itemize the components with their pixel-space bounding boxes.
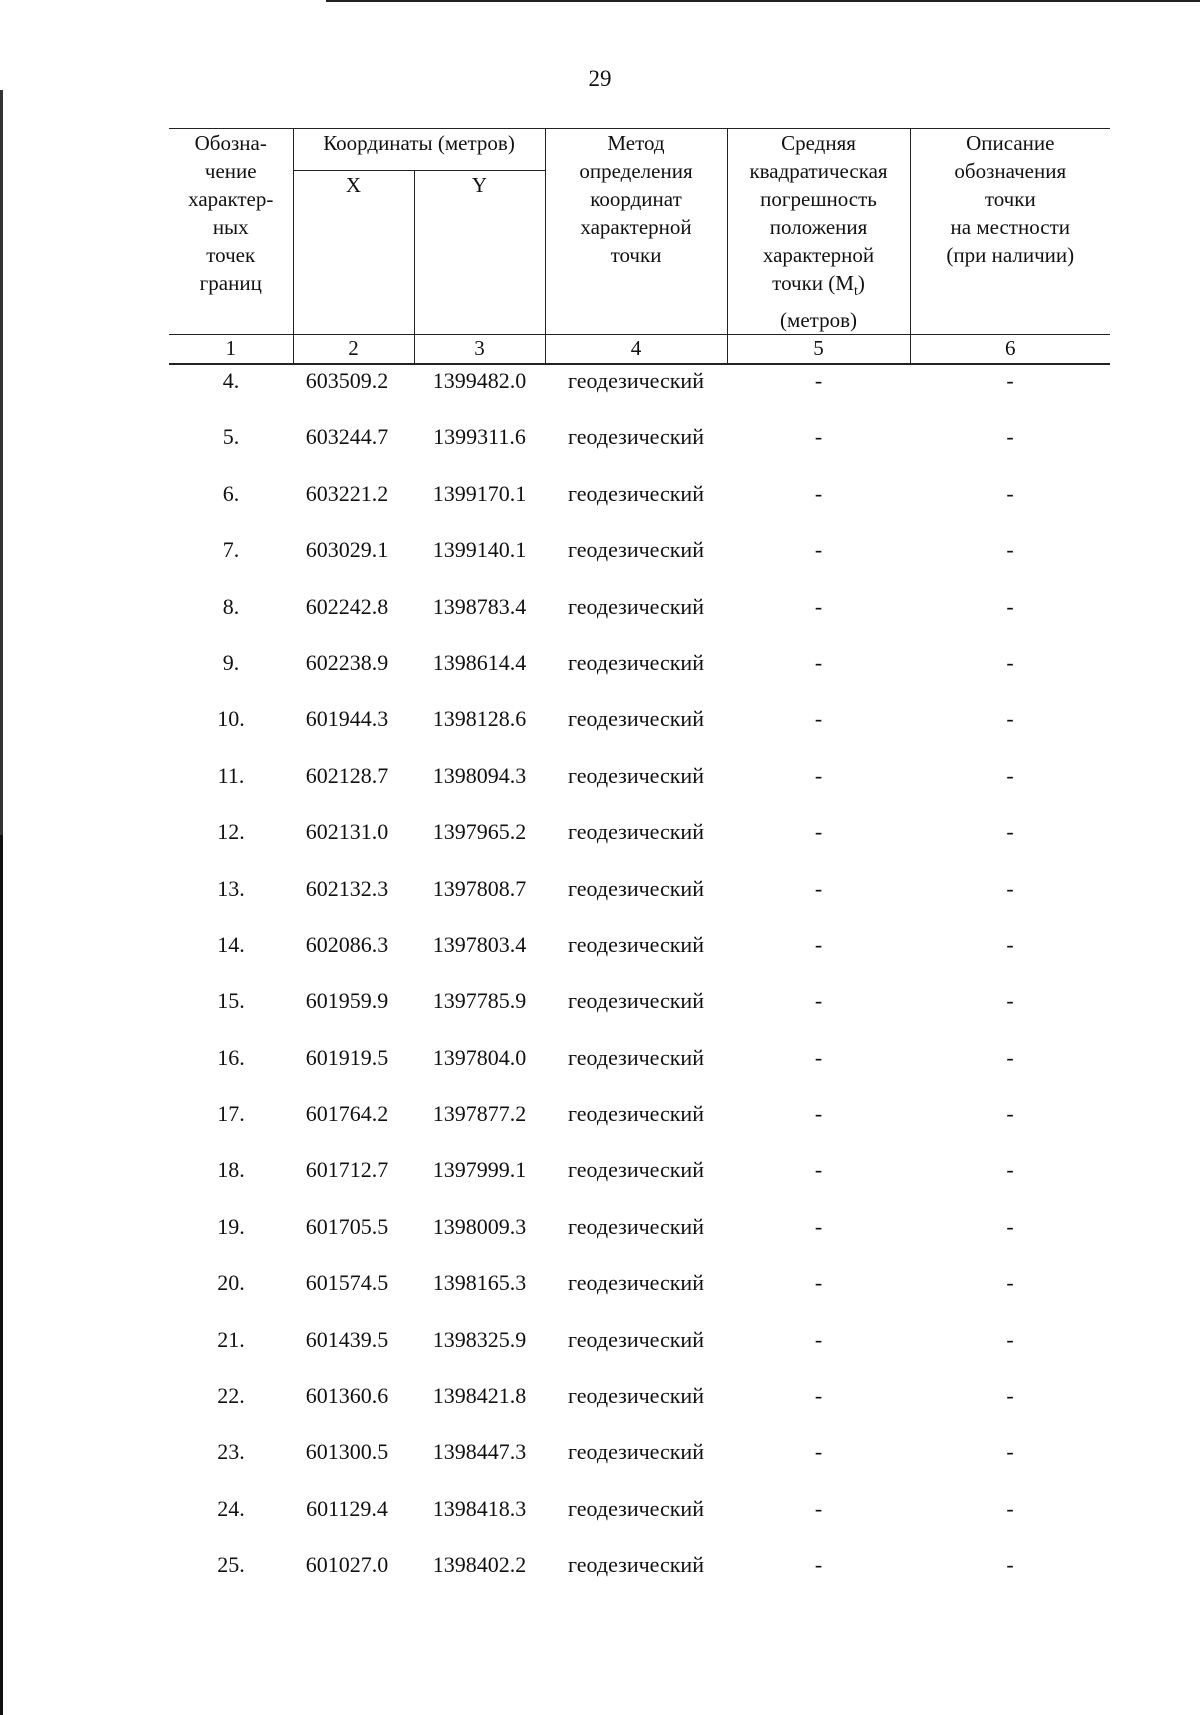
table-row [169, 524, 1110, 580]
header-error-main: Средняя квадратическая погрешность положения характерной точки (M [749, 131, 888, 295]
cell-y: 1398128.6 [432, 706, 527, 732]
cell-x: 601712.7 [305, 1157, 389, 1183]
cell-point-number: 11. [217, 762, 245, 788]
cell-point-number: 13. [217, 875, 245, 901]
cell-x: 601705.5 [305, 1213, 389, 1239]
cell-method: геодезический [568, 537, 704, 563]
table-row [169, 468, 1110, 524]
cell-y: 1398421.8 [432, 1383, 527, 1409]
cell-error: - [814, 593, 823, 619]
cell-point-number: 14. [217, 931, 245, 957]
cell-method: геодезический [568, 1213, 704, 1239]
header-y-text: Y [471, 173, 488, 198]
cell-method: геодезический [568, 988, 704, 1014]
header-description [910, 129, 1110, 335]
cell-error: - [814, 875, 823, 901]
cell-point-number: 25. [217, 1552, 245, 1578]
cell-point-number: 22. [217, 1383, 245, 1409]
table-row [169, 637, 1110, 693]
table-row [169, 693, 1110, 749]
cell-description: - [1006, 649, 1014, 675]
cell-description: - [1006, 368, 1014, 393]
cell-y: 1397804.0 [432, 1044, 527, 1070]
table-row [169, 750, 1110, 806]
table-row [169, 581, 1110, 637]
header-error-text [728, 129, 910, 334]
cell-method: геодезический [568, 1439, 704, 1465]
cell-point-number: 23. [217, 1439, 245, 1465]
cell-error: - [814, 1326, 823, 1352]
table-row [169, 1483, 1110, 1539]
cell-y: 1399140.1 [432, 537, 527, 563]
cell-error: - [814, 424, 823, 450]
cell-method: геодезический [568, 593, 704, 619]
cell-point-number: 10. [217, 706, 245, 732]
header-x [293, 171, 414, 335]
cell-point-number: 19. [217, 1213, 245, 1239]
cell-error: - [814, 1044, 823, 1070]
table-row [169, 1032, 1110, 1088]
cell-description: - [1006, 1101, 1014, 1127]
coordinates-table-body [169, 355, 1110, 1596]
cell-error: - [814, 1439, 823, 1465]
cell-method: геодезический [568, 1044, 704, 1070]
table-row [169, 1088, 1110, 1144]
cell-method: геодезический [568, 649, 704, 675]
table-row [169, 1539, 1110, 1595]
cell-x: 602132.3 [305, 875, 389, 901]
column-number-4: 4 [545, 335, 727, 365]
cell-point-number: 8. [222, 593, 240, 619]
column-number-2: 2 [293, 335, 414, 365]
cell-x: 601300.5 [305, 1439, 389, 1465]
coordinates-table-header [169, 128, 1110, 365]
table-row [169, 919, 1110, 975]
cell-x: 601360.6 [305, 1383, 389, 1409]
cell-method: геодезический [568, 875, 704, 901]
cell-error: - [814, 931, 823, 957]
cell-point-number: 24. [217, 1495, 245, 1521]
cell-error: - [814, 1495, 823, 1521]
cell-method: геодезический [568, 1101, 704, 1127]
cell-point-number: 5. [222, 424, 240, 450]
cell-x: 602242.8 [305, 593, 389, 619]
cell-y: 1397803.4 [432, 931, 527, 957]
cell-y: 1398418.3 [432, 1495, 527, 1521]
cell-y: 1398094.3 [432, 762, 527, 788]
cell-point-number: 15. [217, 988, 245, 1014]
cell-y: 1397785.9 [432, 988, 527, 1014]
table-row [169, 1257, 1110, 1313]
cell-point-number: 6. [222, 480, 240, 506]
column-number-5: 5 [727, 335, 910, 365]
cell-x: 603029.1 [305, 537, 389, 563]
cell-y: 1397877.2 [432, 1101, 527, 1127]
cell-point-number: 9. [222, 649, 240, 675]
table-row [169, 1201, 1110, 1257]
cell-error: - [814, 706, 823, 732]
cell-x: 601574.5 [305, 1270, 389, 1296]
header-method-text: Метод определения координат характерной точки [579, 131, 693, 267]
table-row [169, 1144, 1110, 1200]
header-x-text: X [345, 173, 362, 198]
header-point-designation [169, 129, 293, 335]
cell-description: - [1006, 1213, 1014, 1239]
cell-point-number: 4. [222, 368, 240, 393]
cell-point-number: 17. [217, 1101, 245, 1127]
table-row [169, 1314, 1110, 1370]
cell-y: 1397999.1 [432, 1157, 527, 1183]
cell-error: - [814, 537, 823, 563]
header-table [169, 128, 1110, 365]
cell-point-number: 12. [217, 819, 245, 845]
header-error-tail: ) (метров) [780, 271, 865, 333]
header-method [545, 129, 727, 335]
cell-x: 601764.2 [305, 1101, 389, 1127]
column-number-6: 6 [910, 335, 1110, 365]
cell-error: - [814, 1213, 823, 1239]
cell-x: 603244.7 [305, 424, 389, 450]
table-row [169, 355, 1110, 411]
header-mean-square-error [727, 129, 910, 335]
cell-x: 603221.2 [305, 480, 389, 506]
cell-error: - [814, 1101, 823, 1127]
cell-description: - [1006, 1439, 1014, 1465]
cell-error: - [814, 819, 823, 845]
cell-y: 1398165.3 [432, 1270, 527, 1296]
cell-y: 1399170.1 [432, 480, 527, 506]
cell-y: 1399482.0 [432, 368, 527, 393]
cell-x: 601439.5 [305, 1326, 389, 1352]
cell-x: 601944.3 [305, 706, 389, 732]
table-row [169, 806, 1110, 862]
cell-y: 1397965.2 [432, 819, 527, 845]
table-row [169, 1370, 1110, 1426]
cell-y: 1398614.4 [432, 649, 527, 675]
cell-description: - [1006, 1383, 1014, 1409]
cell-description: - [1006, 593, 1014, 619]
top-border-line [326, 0, 1200, 2]
column-number-1: 1 [169, 335, 293, 365]
cell-method: геодезический [568, 1495, 704, 1521]
table-row [169, 411, 1110, 467]
cell-description: - [1006, 988, 1014, 1014]
cell-y: 1398009.3 [432, 1213, 527, 1239]
cell-x: 602086.3 [305, 931, 389, 957]
header-row-main [169, 129, 1110, 171]
cell-method: геодезический [568, 480, 704, 506]
cell-method: геодезический [568, 819, 704, 845]
cell-x: 601027.0 [305, 1552, 389, 1578]
column-number-3: 3 [414, 335, 545, 365]
cell-method: геодезический [568, 1383, 704, 1409]
cell-method: геодезический [568, 368, 704, 393]
cell-y: 1399311.6 [433, 424, 526, 450]
cell-description: - [1006, 1157, 1014, 1183]
table-row [169, 975, 1110, 1031]
scan-left-edge-lower [0, 835, 3, 1715]
cell-description: - [1006, 875, 1014, 901]
cell-error: - [814, 762, 823, 788]
cell-y: 1397808.7 [432, 875, 527, 901]
cell-description: - [1006, 819, 1014, 845]
cell-point-number: 7. [222, 537, 240, 563]
cell-error: - [814, 649, 823, 675]
cell-description: - [1006, 480, 1014, 506]
cell-description: - [1006, 762, 1014, 788]
cell-method: геодезический [568, 1326, 704, 1352]
cell-method: геодезический [568, 706, 704, 732]
cell-method: геодезический [568, 424, 704, 450]
table-row [169, 863, 1110, 919]
cell-error: - [814, 988, 823, 1014]
cell-x: 601959.9 [305, 988, 389, 1014]
cell-point-number: 18. [217, 1157, 245, 1183]
cell-x: 603509.2 [305, 368, 389, 393]
header-y [414, 171, 545, 335]
cell-x: 601919.5 [305, 1044, 389, 1070]
header-coordinates-group [293, 129, 545, 171]
cell-error: - [814, 1270, 823, 1296]
header-description-text: Описание обозначения точки на местности (при наличии) [946, 131, 1075, 267]
cell-x: 601129.4 [306, 1495, 388, 1521]
cell-description: - [1006, 537, 1014, 563]
cell-error: - [814, 1157, 823, 1183]
cell-method: геодезический [568, 762, 704, 788]
cell-description: - [1006, 931, 1014, 957]
cell-error: - [814, 368, 823, 393]
cell-description: - [1006, 1326, 1014, 1352]
header-error-subscript: t [853, 284, 858, 300]
cell-y: 1398447.3 [432, 1439, 527, 1465]
cell-error: - [814, 1383, 823, 1409]
cell-method: геодезический [568, 1157, 704, 1183]
cell-method: геодезический [568, 1552, 704, 1578]
header-coordinates-text: Координаты (метров) [323, 131, 515, 155]
cell-x: 602131.0 [305, 819, 389, 845]
cell-description: - [1006, 1495, 1014, 1521]
header-point-designation-text: Обозна- чение характер- ных точек границ [188, 131, 274, 295]
table-row [169, 1426, 1110, 1482]
cell-description: - [1006, 1044, 1014, 1070]
cell-y: 1398402.2 [432, 1552, 527, 1578]
cell-error: - [814, 1552, 823, 1578]
cell-description: - [1006, 1270, 1014, 1296]
page-number: 29 [588, 66, 612, 91]
cell-method: геодезический [568, 931, 704, 957]
cell-y: 1398783.4 [432, 593, 527, 619]
cell-method: геодезический [568, 1270, 704, 1296]
cell-y: 1398325.9 [432, 1326, 527, 1352]
cell-x: 602128.7 [305, 762, 389, 788]
cell-point-number: 21. [217, 1326, 245, 1352]
cell-x: 602238.9 [305, 649, 389, 675]
cell-point-number: 20. [217, 1270, 245, 1296]
cell-point-number: 16. [217, 1044, 245, 1070]
cell-description: - [1006, 706, 1014, 732]
cell-description: - [1006, 424, 1014, 450]
cell-description: - [1006, 1552, 1014, 1578]
cell-error: - [814, 480, 823, 506]
